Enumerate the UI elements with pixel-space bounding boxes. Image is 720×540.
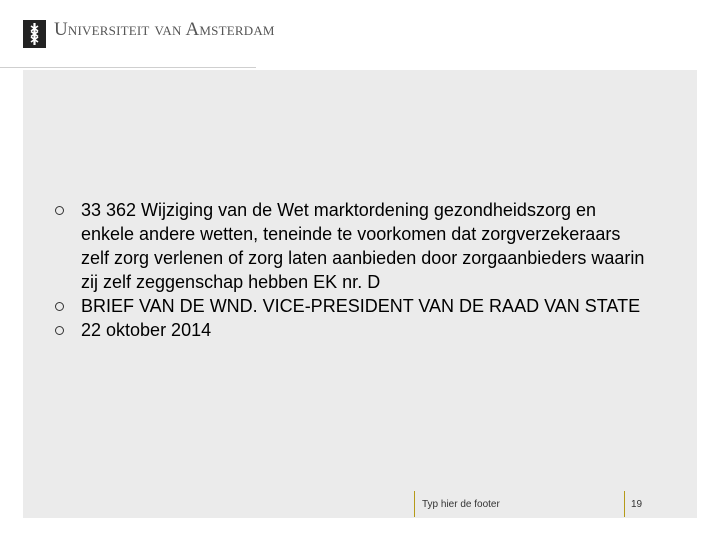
circle-bullet-icon — [55, 302, 64, 311]
circle-bullet-icon — [55, 326, 64, 335]
header — [0, 0, 720, 70]
footer-text[interactable]: Typ hier de footer — [422, 499, 500, 510]
uva-crest-icon — [23, 20, 46, 48]
bullet-item — [55, 198, 645, 294]
bullet-text: 33 362 Wijziging van de Wet marktordening gezondheidszorg en enkele andere wetten, teneinde te voorkomen dat zorgverzekeraars zelf zorg verlenen of zorg laten aanbieden door zorgaanbieders waarin zij zelf zeggenschap hebben EK nr. D — [81, 200, 645, 292]
circle-bullet-icon — [55, 206, 64, 215]
page-number: 19 — [631, 499, 643, 510]
bullet-text: BRIEF VAN DE WND. VICE-PRESIDENT VAN DE RAAD VAN STATE — [81, 296, 641, 316]
footer-divider — [414, 491, 415, 517]
bullet-item — [55, 318, 645, 342]
header-rule — [0, 67, 256, 68]
bullet-list — [55, 198, 645, 342]
page-number-divider — [624, 491, 625, 517]
university-name: Universiteit van Amsterdam — [54, 19, 275, 40]
bullet-item — [55, 294, 645, 318]
bullet-text: 22 oktober 2014 — [81, 320, 212, 340]
